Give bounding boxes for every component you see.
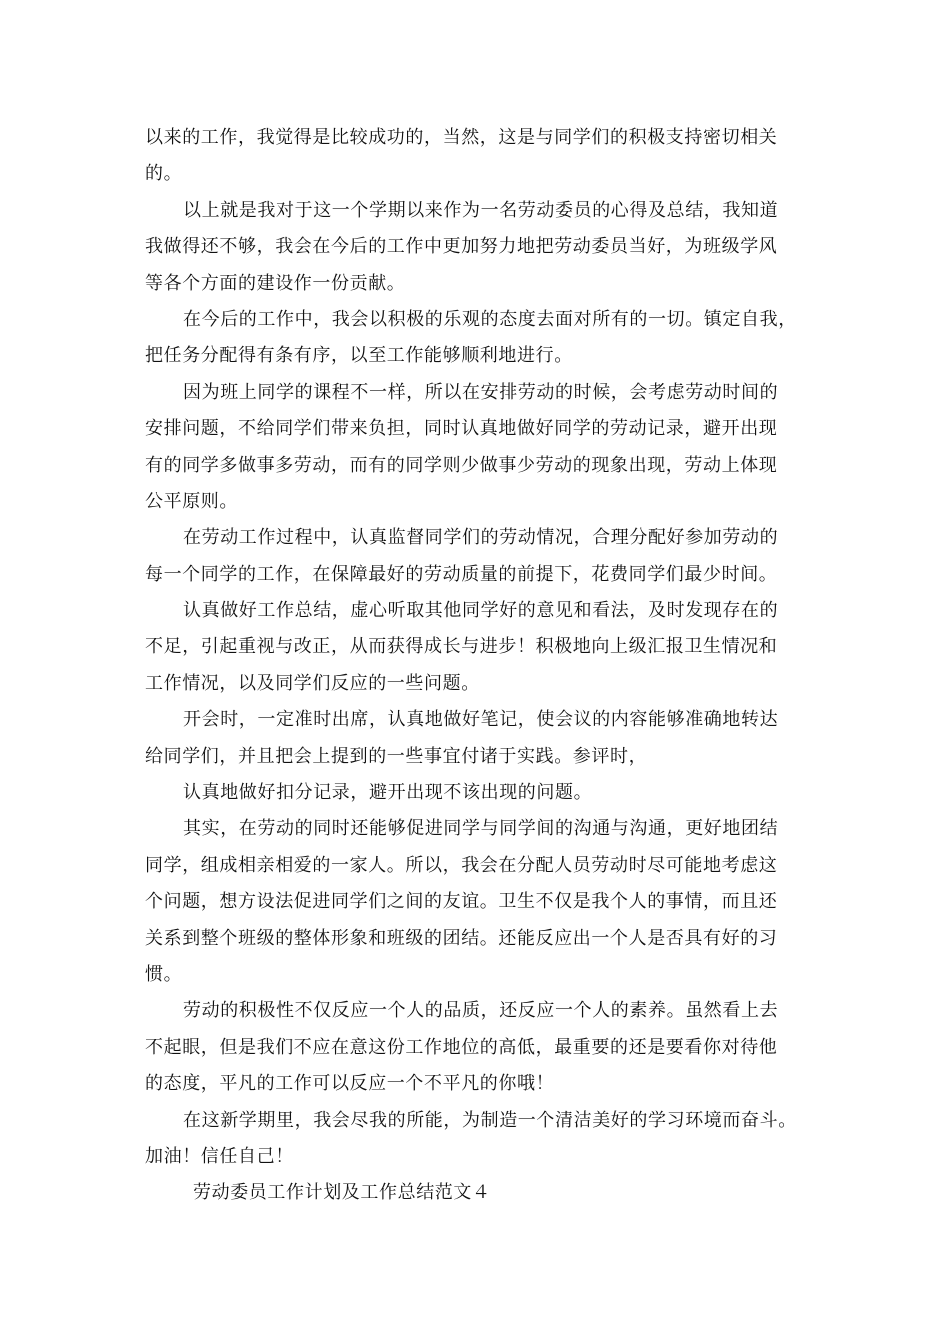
body-line: 不足，引起重视与改正，从而获得成长与进步！积极地向上级汇报卫生情况和 [145, 636, 778, 658]
body-line: 的。 [145, 163, 183, 185]
body-line: 加油！信任自己！ [145, 1145, 294, 1167]
body-line: 不起眼，但是我们不应在意这份工作地位的高低，最重要的还是要看你对待他 [145, 1036, 778, 1058]
body-line: 等各个方面的建设作一份贡献。 [145, 272, 406, 294]
paragraph-start-line: 开会时，一定准时出席，认真地做好笔记，使会议的内容能够准确地转达 [183, 709, 779, 731]
paragraph-start-line: 以上就是我对于这一个学期以来作为一名劳动委员的心得及总结，我知道 [183, 199, 779, 221]
paragraph-start-line: 因为班上同学的课程不一样，所以在安排劳动的时候，会考虑劳动时间的 [183, 381, 779, 403]
paragraph-start-line: 在今后的工作中，我会以积极的乐观的态度去面对所有的一切。镇定自我， [183, 308, 797, 330]
section-heading: 劳动委员工作计划及工作总结范文４ [193, 1182, 491, 1204]
body-line: 每一个同学的工作，在保障最好的劳动质量的前提下，花费同学们最少时间。 [145, 563, 778, 585]
body-line: 公平原则。 [145, 490, 238, 512]
body-line: 给同学们，并且把会上提到的一些事宜付诸于实践。参评时， [145, 745, 648, 767]
paragraph-start-line: 在劳动工作过程中，认真监督同学们的劳动情况，合理分配好参加劳动的 [183, 527, 779, 549]
body-line: 有的同学多做事多劳动，而有的同学则少做事少劳动的现象出现，劳动上体现 [145, 454, 778, 476]
body-line: 关系到整个班级的整体形象和班级的团结。还能反应出一个人是否具有好的习 [145, 927, 778, 949]
body-line: 的态度，平凡的工作可以反应一个不平凡的你哦！ [145, 1073, 555, 1095]
paragraph-start-line: 其实，在劳动的同时还能够促进同学与同学间的沟通与沟通，更好地团结 [183, 818, 779, 840]
body-line: 把任务分配得有条有序，以至工作能够顺利地进行。 [145, 345, 573, 367]
document-body [145, 120, 813, 1212]
body-line: 个问题，想方设法促进同学们之间的友谊。卫生不仅是我个人的事情，而且还 [145, 891, 778, 913]
body-line: 我做得还不够，我会在今后的工作中更加努力地把劳动委员当好，为班级学风 [145, 236, 778, 258]
body-line: 惯。 [145, 963, 183, 985]
body-line: 工作情况，以及同学们反应的一些问题。 [145, 672, 480, 694]
paragraph-start-line: 在这新学期里，我会尽我的所能，为制造一个清洁美好的学习环境而奋斗。 [183, 1109, 797, 1131]
body-line: 同学，组成相亲相爱的一家人。所以，我会在分配人员劳动时尽可能地考虑这 [145, 854, 778, 876]
body-line: 安排问题，不给同学们带来负担，同时认真地做好同学的劳动记录，避开出现 [145, 418, 778, 440]
paragraph-start-line: 认真地做好扣分记录，避开出现不该出现的问题。 [183, 782, 593, 804]
body-line: 以来的工作，我觉得是比较成功的，当然，这是与同学们的积极支持密切相关 [145, 127, 778, 148]
paragraph-start-line: 认真做好工作总结，虚心听取其他同学好的意见和看法，及时发现存在的 [183, 600, 779, 622]
paragraph-start-line: 劳动的积极性不仅反应一个人的品质，还反应一个人的素养。虽然看上去 [183, 1000, 779, 1022]
